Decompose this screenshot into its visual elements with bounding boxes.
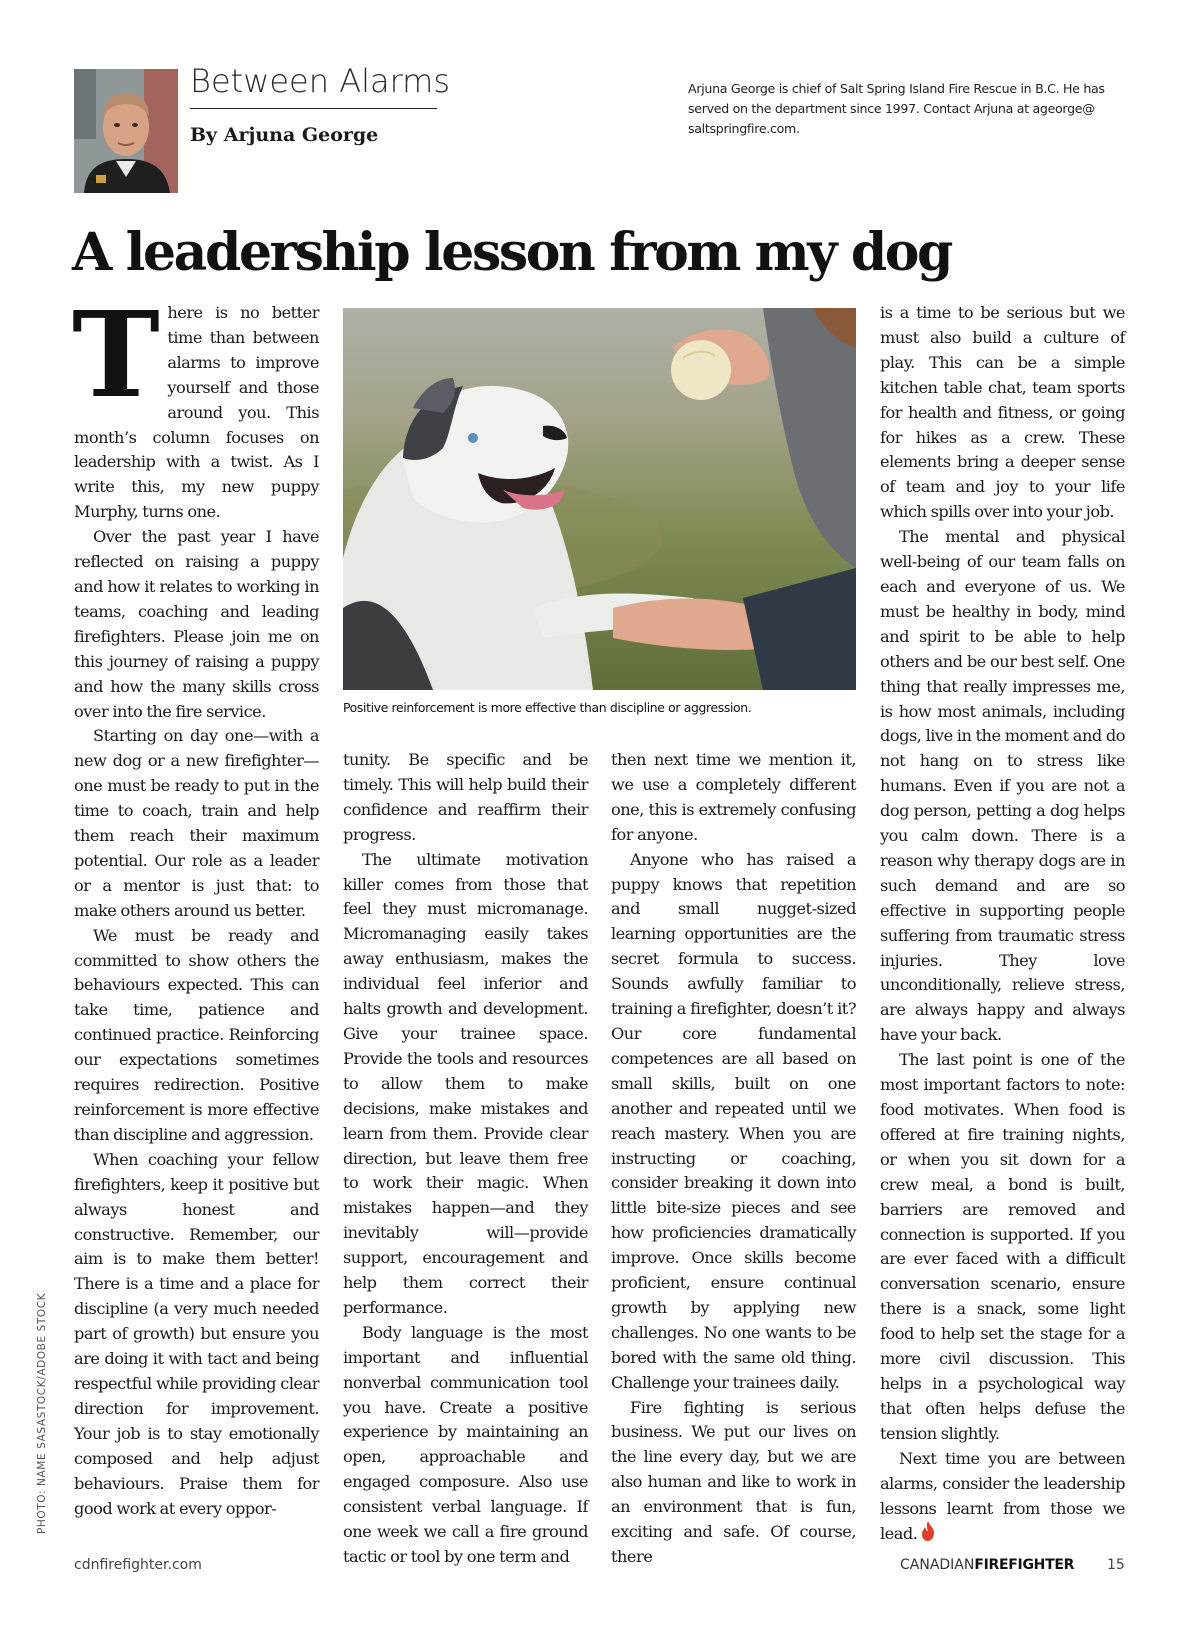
flame-icon (921, 1521, 935, 1541)
header-rule (190, 108, 437, 109)
footer-magazine-name (900, 1557, 1074, 1573)
paragraph: then next time we mention it, we use a completely different one, this is extremely confusing for anyone. (611, 750, 856, 844)
author-photo (74, 69, 178, 193)
paragraph: The last point is one of the most important factors to note: food motivates. When food is offered at fire training nights, or when you sit down for a crew meal, a bond is built, barriers are removed and connection is supported. If you are ever faced with a difficult conversation scenario, ensure there is a snack, some light food to help set the stage for a more civil discussion. This helps in a psychological way that often helps defuse the tension slightly. (880, 1050, 1125, 1443)
paragraph: Over the past year I have reflected on raising a puppy and how it relates to working in teams, coaching and leading firefighters. Please join me on this journey of raising a puppy and how the many skills cross over into the fire service. (74, 527, 319, 721)
paragraph: The mental and physical well-being of our team falls on each and everyone of us. We must be healthy in body, mind and spirit to be able to help others and be our best self. One thing that really impresses me, is how most animals, including dogs, live in the moment and do not hang on to stress like humans. Even if you are not a dog person, petting a dog helps you calm down. There is a reason why therapy dogs are in such demand and are so effective in supporting people suffering from traumatic stress injuries. They love unconditionally, relieve stress, are always happy and always have your back. (880, 527, 1125, 1045)
article-column-2 (343, 748, 588, 1570)
paragraph: Anyone who has raised a puppy knows that repetition and small nugget-sized learning opportunities are the secret formula to success. Sounds awfully familiar to training a firefighter, doesn’t it? Our core fundamental competences are all based on small skills, built on one another and repeated until we reach mastery. When you are instructing or coaching, consider breaking it down into little bite-size pieces and see how proficiencies dramatically improve. Once skills become proficient, ensure continual growth by applying new challenges. No one wants to be bored with the same old thing. Challenge your trainees daily. (611, 849, 856, 1392)
paragraph: here is no better time than between alarms to improve yourself and those around you. This month’s column focuses on leadership with a twist. As I write this, my new puppy Murphy, turns one. (74, 303, 319, 522)
byline: By Arjuna George (190, 124, 379, 146)
drop-cap: T (72, 285, 160, 424)
article-column-4 (880, 301, 1125, 1547)
page-number: 15 (1107, 1557, 1125, 1573)
magazine-name-bold: FIREFIGHTER (974, 1557, 1075, 1573)
paragraph: Body language is the most important and influential nonverbal communication tool you have. Create a positive experience by maintaining an open, approachable and engaged composure. Also use consistent verbal language. If one week we call a fire ground tactic or tool by one term and (343, 1322, 588, 1566)
paragraph: We must be ready and committed to show others the behaviours expected. This can take time, patience and continued practice. Reinforcing our expectations sometimes requires redirection. Positive reinforcement is more effective than discipline and aggression. (74, 925, 319, 1144)
magazine-name-light: CANADIAN (900, 1557, 975, 1573)
article-column-1 (72, 285, 319, 1521)
dog-photo-illustration (343, 308, 856, 690)
paragraph: The ultimate motivation killer comes from those that feel they must micromanage. Micromanaging easily takes away enthusiasm, makes the individual feel inferior and halts growth and development. Give your trainee space. Provide the tools and resources to allow them to make decisions, make mistakes and learn from them. Provide clear direction, but leave them free to work their magic. When mistakes happen—and they inevitably will—provide support, encouragement and help them correct their performance. (343, 849, 588, 1317)
dog-photo (343, 308, 856, 690)
photo-credit: PHOTO: NAME SASASTOCK/ADOBE STOCK (36, 1292, 48, 1534)
paragraph: Fire fighting is serious business. We put our lives on the line every day, but we are also human and like to work in an environment that is fun, exciting and safe. Of course, there (611, 1397, 856, 1566)
paragraph (880, 1447, 1125, 1548)
paragraph: When coaching your fellow firefighters, keep it positive but always honest and constructive. Remember, our aim is to make them better! There is a time and a place for discipline (a very much needed part of growth) but ensure you are doing it with tact and being respectful while providing clear direction for improvement. Your job is to stay emotionally composed and help adjust behaviours. Praise them for good work at every oppor- (74, 1149, 319, 1518)
paragraph: tunity. Be specific and be timely. This will help build their confidence and reaffirm their progress. (343, 750, 588, 844)
author-bio: Arjuna George is chief of Salt Spring Island Fire Rescue in B.C. He has served on the department since 1997. Contact Arjuna at ageorge@ saltspringfire.com. (688, 81, 1105, 136)
column-name: Between Alarms (190, 62, 451, 100)
article-column-3 (611, 748, 856, 1570)
closing-text: Next time you are between alarms, consider the leadership lessons learnt from those we lead. (880, 1448, 1125, 1544)
paragraph: is a time to be serious but we must also build a culture of play. This can be a simple kitchen table chat, team sports for health and fitness, or going for hikes as a crew. These elements bring a deeper sense of team and joy to your life which spills over into your job. (880, 303, 1125, 522)
footer-site: cdnfirefighter.com (74, 1557, 202, 1573)
photo-caption: Positive reinforcement is more effective than discipline or aggression. (343, 700, 752, 715)
headline: A leadership lesson from my dog (72, 222, 952, 283)
paragraph: Starting on day one—with a new dog or a new firefighter—one must be ready to put in the time to coach, train and help them reach their maximum potential. Our role as a leader or a mentor is just that: to make others around us better. (74, 726, 319, 920)
